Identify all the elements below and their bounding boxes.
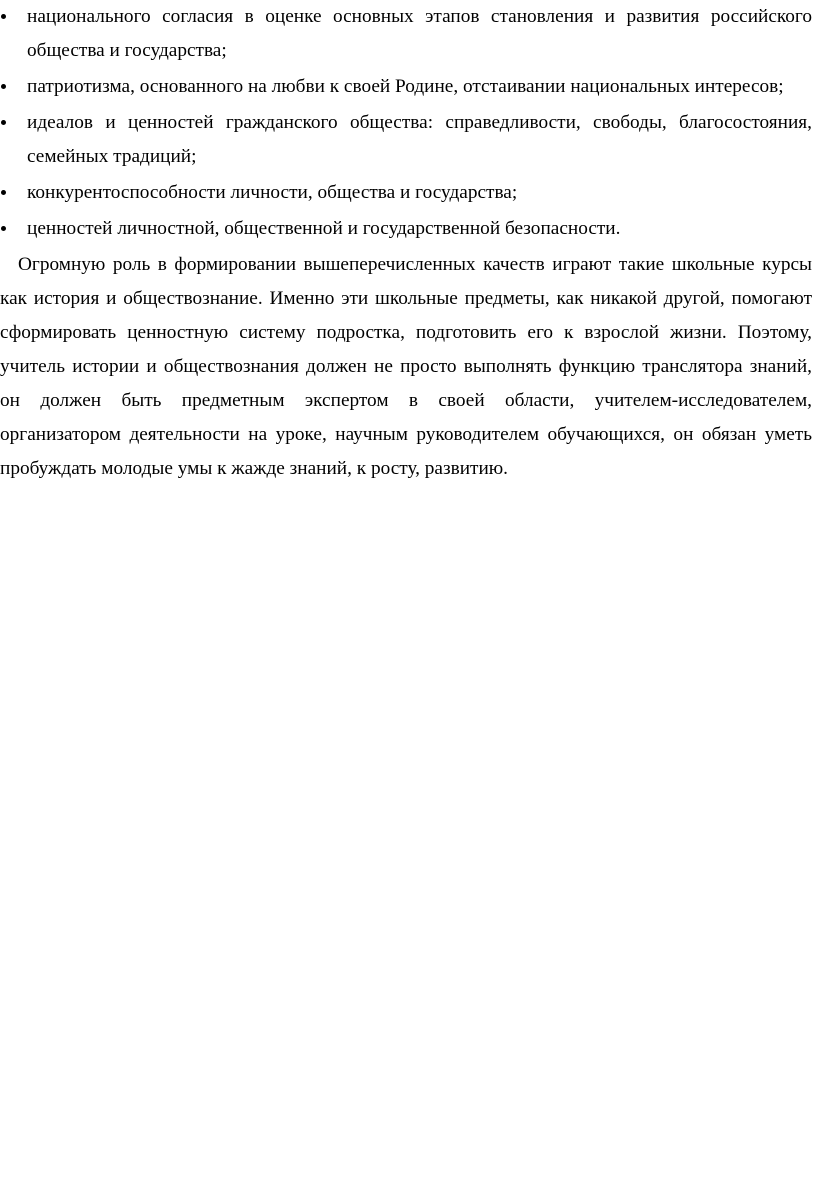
bullet-icon (1, 190, 6, 195)
list-item (0, 70, 812, 104)
bullet-icon (1, 120, 6, 125)
list-item-text: национального согласия в оценке основных этапов становления и развития российского общества и государства; (27, 6, 812, 61)
list-item (0, 176, 812, 210)
bullet-icon (1, 84, 6, 89)
list-item (0, 0, 812, 68)
list-item-text: идеалов и ценностей гражданского общества: справедливости, свободы, благосостояния, семейных традиций; (27, 112, 812, 167)
list-item (0, 106, 812, 174)
list-item-text: ценностей личностной, общественной и государственной безопасности. (27, 218, 621, 239)
bullet-icon (1, 14, 6, 19)
list-item-text: патриотизма, основанного на любви к своей Родине, отстаивании национальных интересов; (27, 76, 784, 97)
list-item-text: конкурентоспособности личности, общества и государства; (27, 182, 518, 203)
list-item (0, 212, 812, 246)
bullet-list (0, 0, 812, 246)
document-body (0, 0, 812, 486)
bullet-icon (1, 226, 6, 231)
body-paragraph: Огромную роль в формировании вышеперечисленных качеств играют такие школьные курсы как история и обществознание. Именно эти школьные предметы, как никакой другой, помогают сформировать ценностную систему подростка, подготовить его к взрослой жизни. Поэтому, учитель истории и обществознания должен не просто выполнять функцию транслятора знаний, он должен быть предметным экспертом в своей области, учителем-исследователем, организатором деятельности на уроке, научным руководителем обучающихся, он обязан уметь пробуждать молодые умы к жажде знаний, к росту, развитию. (0, 254, 812, 479)
